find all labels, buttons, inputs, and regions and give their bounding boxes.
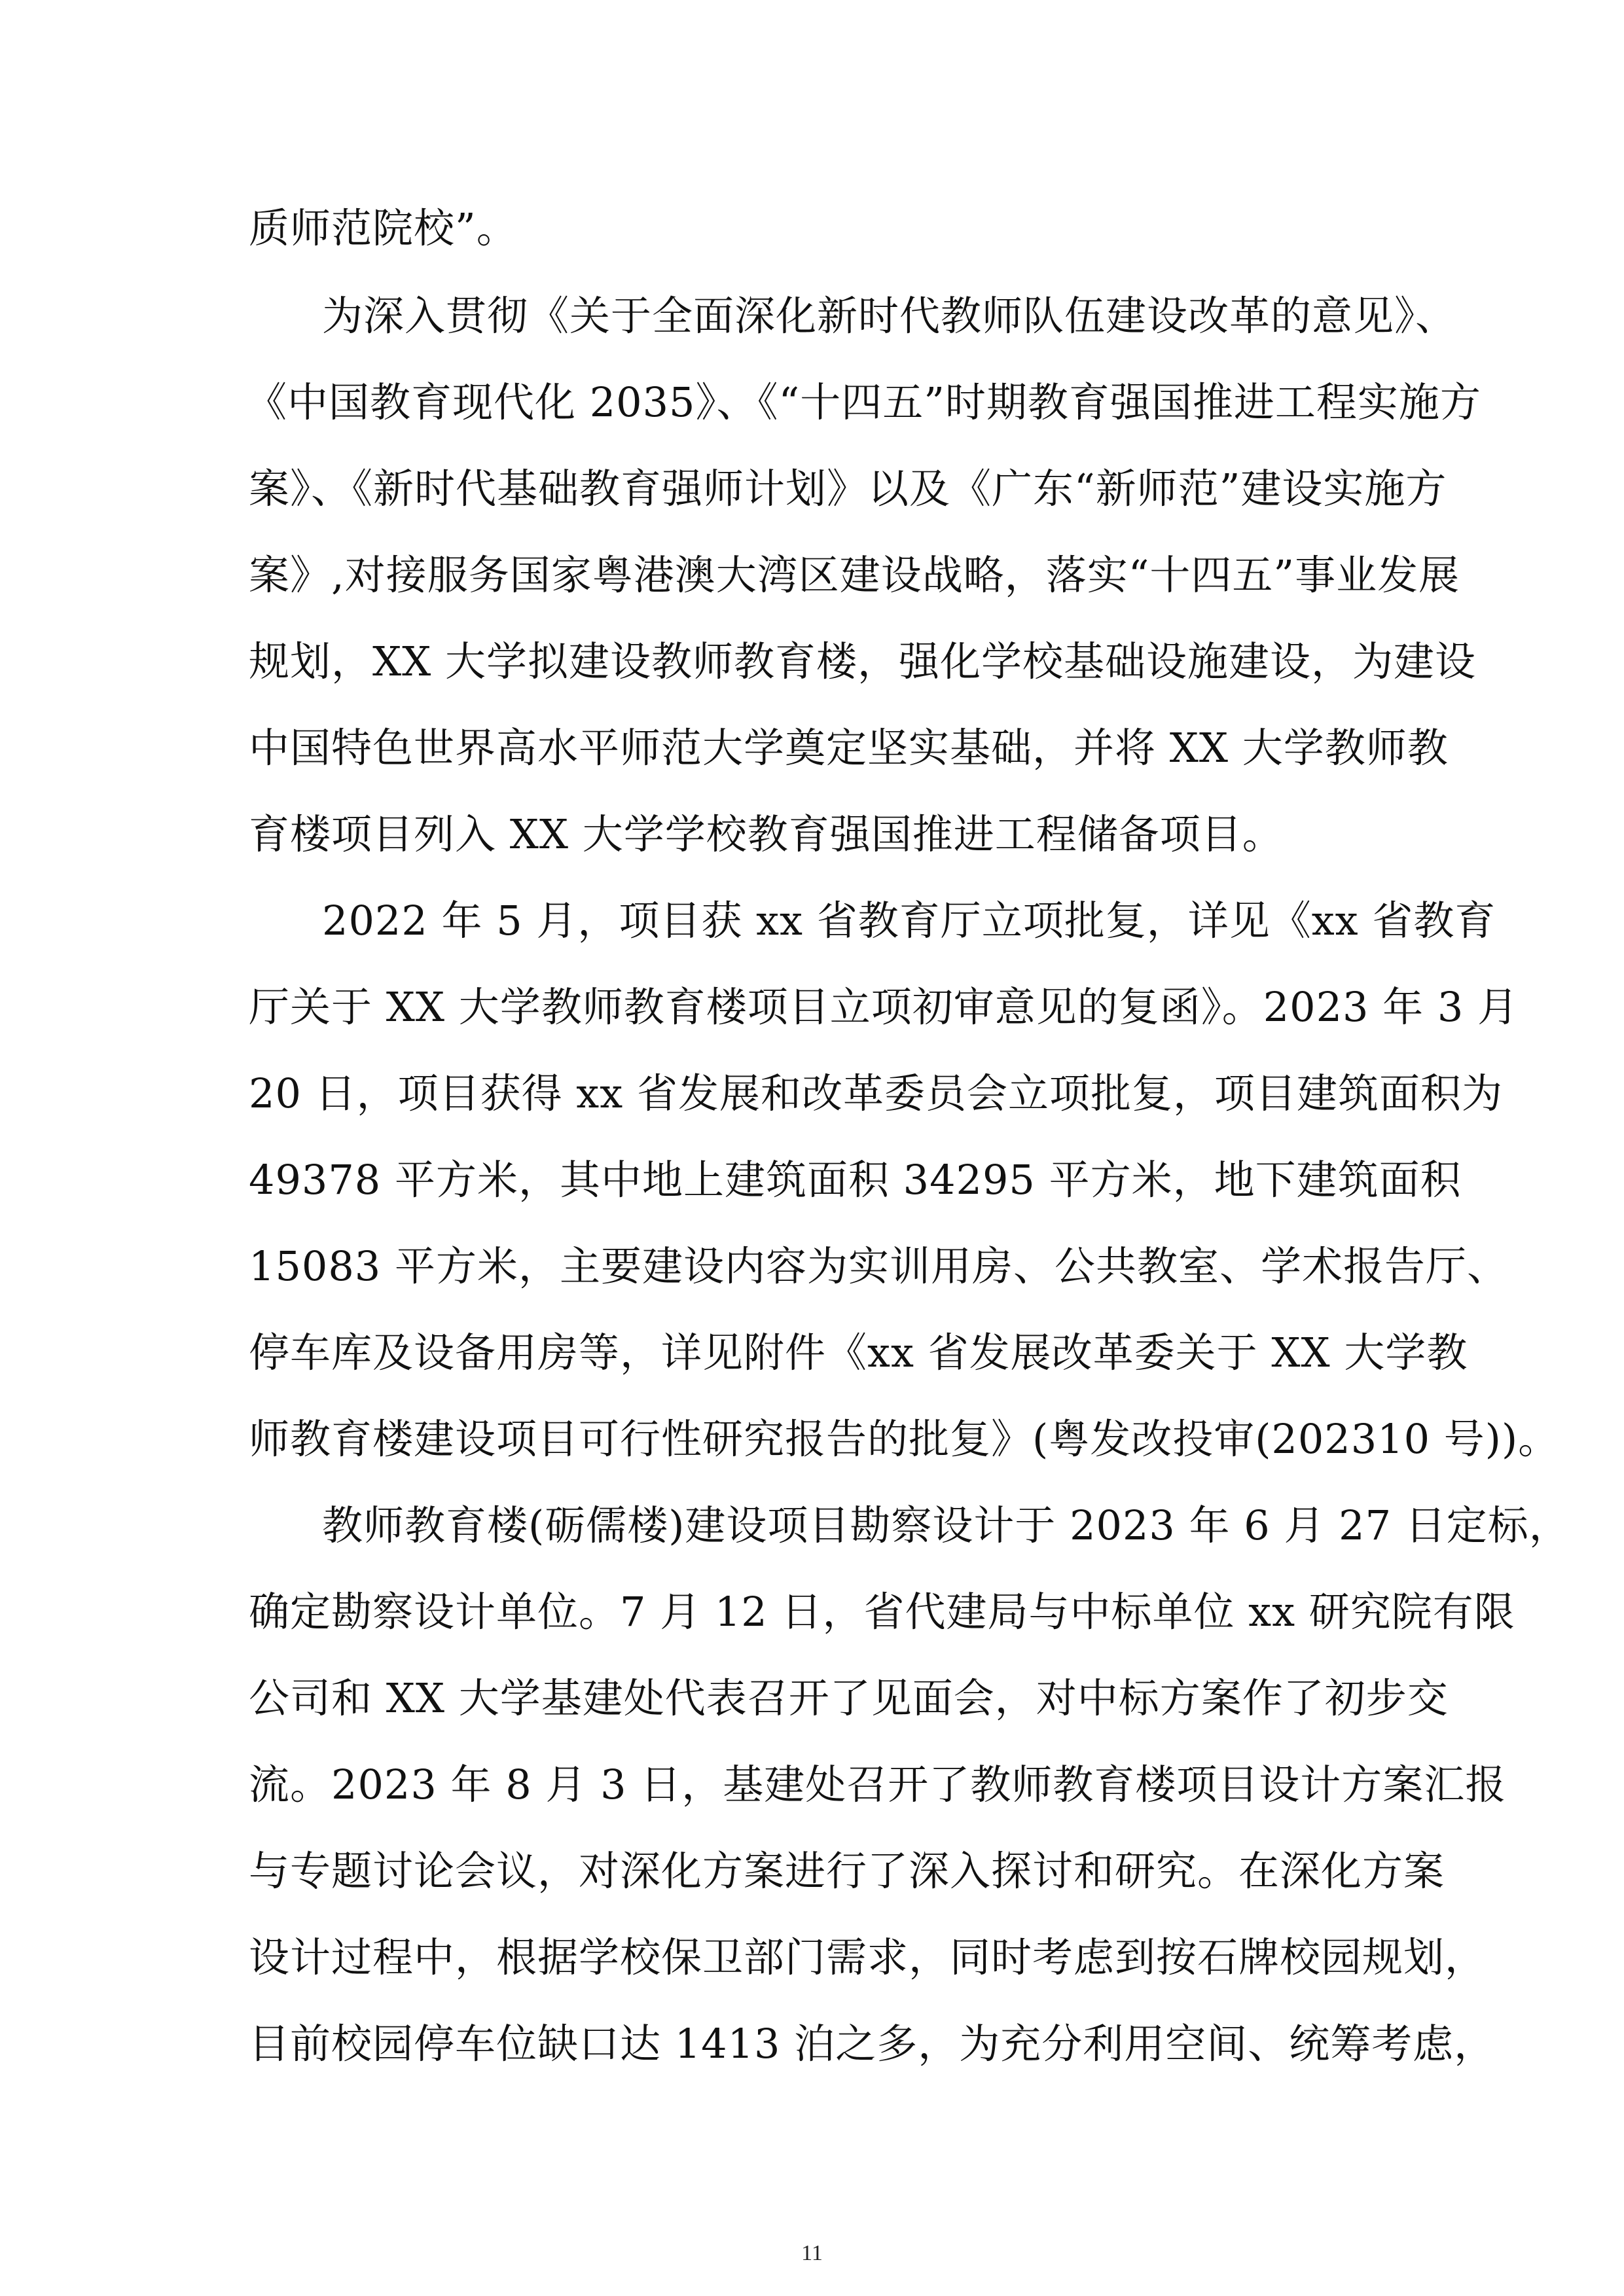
text-line: 育楼项目列入 XX 大学学校教育强国推进工程储备项目。 <box>249 810 1284 858</box>
text-line: 质师范院校”。 <box>249 204 518 252</box>
text-line: 确定勘察设计单位。7 月 12 日，省代建局与中标单位 xx 研究院有限 <box>249 1588 1515 1636</box>
text-line: 15083 平方米，主要建设内容为实训用房、公共教室、学术报告厅、 <box>249 1242 1508 1290</box>
text-line: 20 日，项目获得 xx 省发展和改革委员会立项批复，项目建筑面积为 <box>249 1069 1503 1117</box>
text-line: 规划，XX 大学拟建设教师教育楼，强化学校基础设施建设，为建设 <box>249 637 1476 685</box>
text-line: 与专题讨论会议，对深化方案进行了深入探讨和研究。在深化方案 <box>249 1847 1445 1895</box>
text-line: 设计过程中，根据学校保卫部门需求，同时考虑到按石牌校园规划， <box>249 1933 1487 1981</box>
text-line: 教师教育楼(砺儒楼)建设项目勘察设计于 2023 年 6 月 27 日定标， <box>322 1501 1570 1549</box>
text-line: 停车库及设备用房等，详见附件《xx 省发展改革委关于 XX 大学教 <box>249 1329 1468 1376</box>
text-line: 2022 年 5 月，项目获 xx 省教育厅立项批复，详见《xx 省教育 <box>322 897 1496 944</box>
text-line: 中国特色世界高水平师范大学奠定坚实基础，并将 XX 大学教师教 <box>249 724 1449 772</box>
text-line: 目前校园停车位缺口达 1413 泊之多，为充分利用空间、统筹考虑， <box>249 2020 1496 2068</box>
text-line: 公司和 XX 大学基建处代表召开了见面会，对中标方案作了初步交 <box>249 1674 1449 1722</box>
text-line: 49378 平方米，其中地上建筑面积 34295 平方米，地下建筑面积 <box>249 1156 1462 1204</box>
text-line: 师教育楼建设项目可行性研究报告的批复》(粤发改投审(202310 号))。 <box>249 1415 1560 1463</box>
text-line: 厅关于 XX 大学教师教育楼项目立项初审意见的复函》。2023 年 3 月 <box>249 983 1519 1031</box>
text-line: 《中国教育现代化 2035》、《“十四五”时期教育强国推进工程实施方 <box>246 378 1481 426</box>
text-line: 案》、《新时代基础教育强师计划》以及《广东“新师范”建设实施方 <box>249 465 1447 512</box>
text-line: 案》,对接服务国家粤港澳大湾区建设战略，落实“十四五”事业发展 <box>249 551 1460 599</box>
text-line: 流。2023 年 8 月 3 日，基建处召开了教师教育楼项目设计方案汇报 <box>249 1761 1507 1808</box>
text-line: 为深入贯彻《关于全面深化新时代教师队伍建设改革的意见》、 <box>322 292 1457 340</box>
page-number: 11 <box>801 2241 823 2265</box>
